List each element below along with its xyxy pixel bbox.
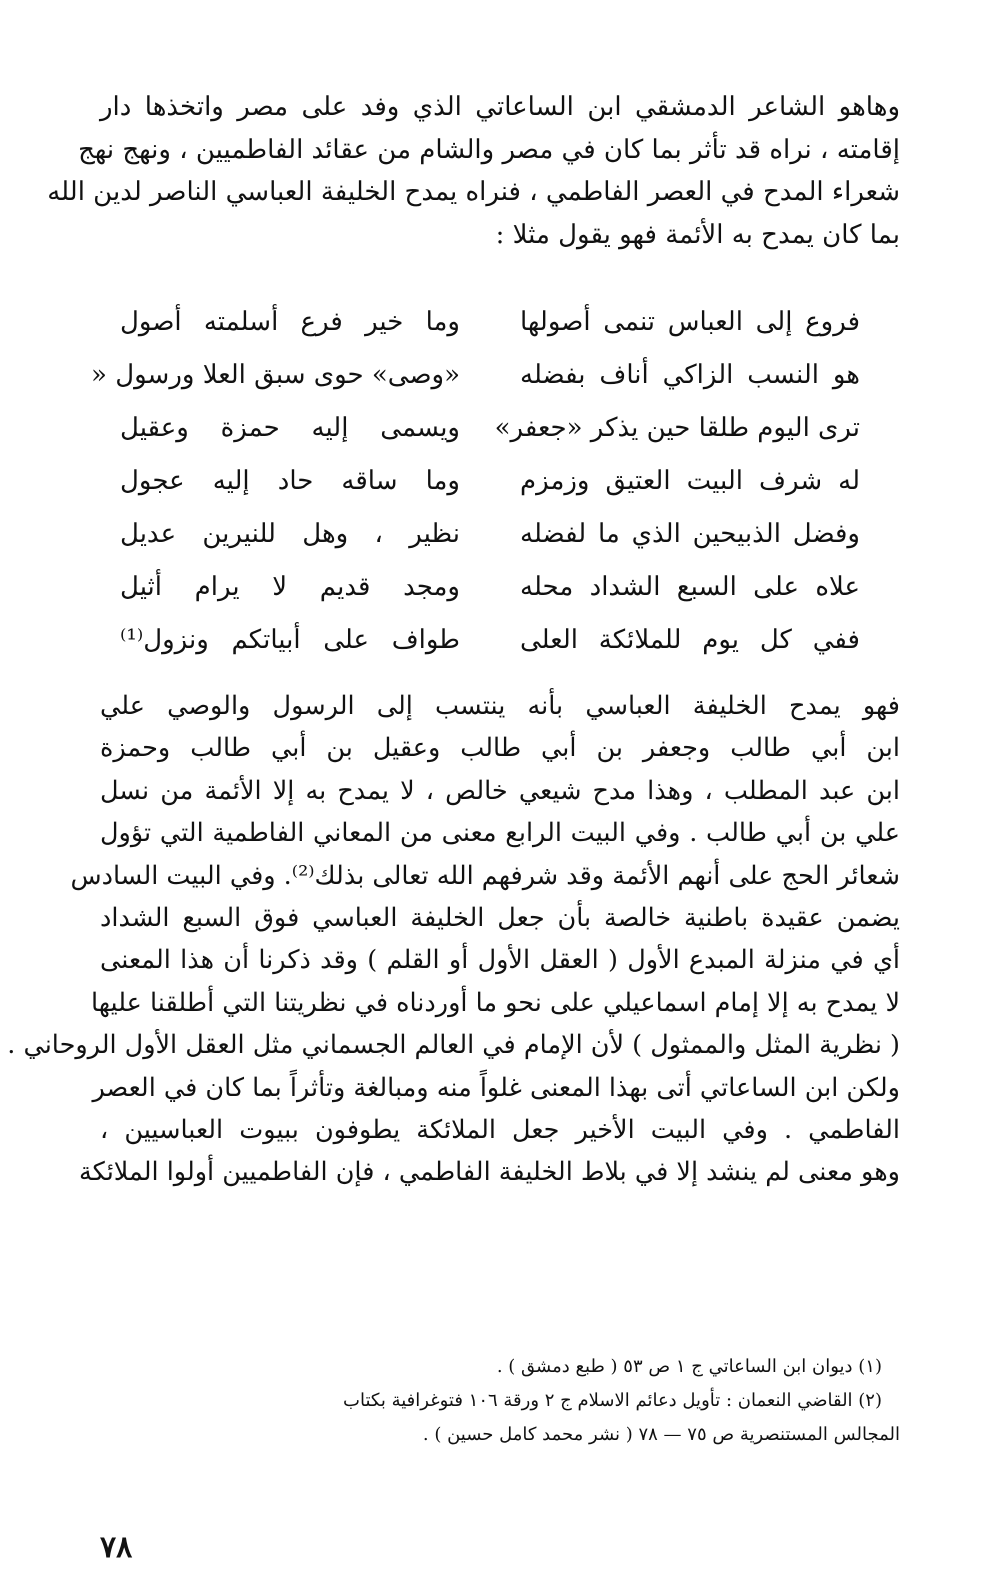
verse-first-hemistich: ترى اليوم طلقا حين يذكر «جعفر» bbox=[494, 413, 860, 443]
paragraph-analysis bbox=[7, 685, 900, 1194]
verse-first-hemistich: ففي كل يوم للملائكة العلى bbox=[520, 625, 860, 655]
text-line: وهاهو الشاعر الدمشقي ابن الساعاتي الذي وفد على مصر واتخذها دار bbox=[100, 92, 900, 122]
paragraph-intro bbox=[47, 86, 900, 256]
poem-verse bbox=[120, 296, 860, 349]
page-number: ٧٨ bbox=[100, 1530, 133, 1565]
verse-second-hemistich: ويسمى إليه حمزة وعقيل bbox=[120, 413, 460, 443]
text-line: الفاطمي . وفي البيت الأخير جعل الملائكة يطوفون ببيوت العباسيين ، bbox=[100, 1115, 900, 1146]
text-line: فهو يمدح الخليفة العباسي بأنه ينتسب إلى الرسول والوصي علي bbox=[100, 691, 900, 721]
text-line: لا يمدح به إلا إمام اسماعيلي على نحو ما أوردناه في نظريتنا التي أطلقنا عليها bbox=[91, 987, 900, 1018]
verse-first-hemistich: فروع إلى العباس تنمى أصولها bbox=[520, 307, 860, 337]
text-line: شعائر الحج على أنهم الأئمة وقد شرفهم الله تعالى بذلك⁽²⁾. وفي البيت السادس bbox=[70, 860, 900, 891]
text-line: ابن أبي طالب وجعفر بن أبي طالب وعقيل بن أبي طالب وحمزة bbox=[100, 733, 900, 764]
footnotes bbox=[100, 1350, 900, 1452]
text-line: ( نظرية المثل والممثول ) لأن الإمام في العالم الجسماني مثل العقل الأول الروحاني . bbox=[7, 1030, 900, 1061]
footnote: (٢) القاضي النعمان : تأويل دعائم الاسلام ج ٢ ورقة ١٠٦ فتوغرافية بكتاب bbox=[343, 1390, 882, 1411]
verse-first-hemistich: علاه على السبع الشداد محله bbox=[520, 572, 860, 602]
poem-verse bbox=[120, 508, 860, 561]
text-line: بما كان يمدح به الأئمة فهو يقول مثلا : bbox=[495, 219, 900, 250]
text-line: أي في منزلة المبدع الأول ( العقل الأول أو القلم ) وقد ذكرنا أن هذا المعنى bbox=[100, 945, 900, 976]
poem-verse bbox=[120, 402, 860, 455]
verse-second-hemistich: وما ساقه حاد إليه عجول bbox=[120, 466, 460, 496]
poem-verse bbox=[120, 561, 860, 614]
verse-second-hemistich: ومجد قديم لا يرام أثيل bbox=[120, 572, 460, 602]
poem-verse bbox=[91, 349, 860, 402]
text-line: إقامته ، نراه قد تأثر بما كان في مصر والشام من عقائد الفاطميين ، ونهج نهج bbox=[78, 134, 900, 165]
verse-second-hemistich: طواف على أبياتكم ونزول⁽¹⁾ bbox=[120, 625, 460, 655]
verse-first-hemistich: له شرف البيت العتيق وزمزم bbox=[520, 466, 860, 496]
footnote-continuation: المجالس المستنصرية ص ٧٥ — ٧٨ ( نشر محمد كامل حسين ) . bbox=[422, 1424, 900, 1445]
verse-first-hemistich: وفضل الذبيحين الذي ما لفضله bbox=[520, 519, 860, 549]
poem-verse bbox=[120, 614, 860, 667]
poem-verse bbox=[120, 455, 860, 508]
poem bbox=[91, 296, 860, 667]
footnote: (١) ديوان ابن الساعاتي ج ١ ص ٥٣ ( طبع دمشق ) . bbox=[496, 1356, 882, 1377]
verse-first-hemistich: هو النسب الزاكي أناف بفضله bbox=[520, 360, 860, 390]
text-line: ابن عبد المطلب ، وهذا مدح شيعي خالص ، لا يمدح به إلا الأئمة من نسل bbox=[100, 775, 900, 806]
verse-second-hemistich: «وصى» حوى سبق العلا ورسول « bbox=[91, 360, 460, 390]
verse-second-hemistich: نظير ، وهل للنيرين عديل bbox=[120, 519, 460, 549]
text-line: شعراء المدح في العصر الفاطمي ، فنراه يمدح الخليفة العباسي الناصر لدين الله bbox=[47, 177, 900, 207]
text-line: علي بن أبي طالب . وفي البيت الرابع معنى من المعاني الفاطمية التي تؤول bbox=[100, 818, 900, 849]
text-line: وهو معنى لم ينشد إلا في بلاط الخليفة الفاطمي ، فإن الفاطميين أولوا الملائكة bbox=[78, 1157, 900, 1188]
text-line: ولكن ابن الساعاتي أتى بهذا المعنى غلواً منه ومبالغة وتأثراً بما كان في العصر bbox=[92, 1072, 900, 1103]
verse-second-hemistich: وما خير فرع أسلمته أصول bbox=[120, 307, 460, 337]
text-line: يضمن عقيدة باطنية خالصة بأن جعل الخليفة العباسي فوق السبع الشداد bbox=[100, 903, 900, 934]
